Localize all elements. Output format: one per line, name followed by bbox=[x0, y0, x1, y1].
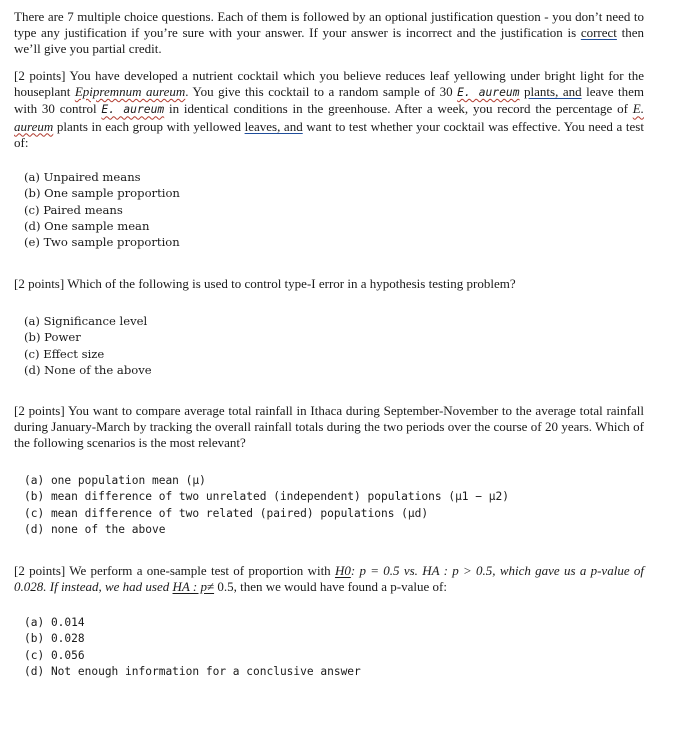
q3-option-d[interactable]: (d) none of the above bbox=[24, 522, 166, 536]
q1-option-e[interactable]: (e) Two sample proportion bbox=[24, 235, 180, 250]
q1-option-c[interactable]: (c) Paired means bbox=[24, 202, 123, 217]
q1-option-b[interactable]: (b) One sample proportion bbox=[24, 186, 180, 201]
q4-text-4: 0.5, then we would have found a p-value of: bbox=[214, 579, 447, 595]
q1-option-d[interactable]: (d) One sample mean bbox=[24, 218, 150, 233]
q1-species-abbr-2: E. aureum bbox=[101, 103, 165, 117]
question-4-options bbox=[24, 615, 361, 680]
q1-text-1: [2 points] You have developed a nutrient cocktail which you believe reduces leaf yellowing under bright light for the houseplant bbox=[14, 68, 644, 100]
q3-option-c[interactable]: (c) mean difference of two related (paired) populations (μd) bbox=[24, 506, 429, 520]
q3-option-b[interactable]: (b) mean difference of two unrelated (independent) populations (μ1 − μ2) bbox=[24, 490, 509, 504]
q1-text-2: . You give this cocktail to a random sample of 30 bbox=[185, 84, 458, 100]
q4-text-3: : p > 0.5, which gave us a p-value of 0.028. If instead, we had used bbox=[14, 563, 644, 595]
q3-option-a[interactable]: (a) one population mean (μ) bbox=[24, 474, 206, 487]
q1-plants-and: plants, and bbox=[524, 84, 582, 100]
q2-option-c[interactable]: (c) Effect size bbox=[24, 346, 105, 361]
question-4-text bbox=[14, 563, 644, 595]
q4-ha-alt: HA : p≠ bbox=[172, 579, 215, 595]
q1-leaves-and: leaves, and bbox=[244, 118, 303, 134]
intro-text-1: There are 7 multiple choice questions. Each of them is followed by an optional justification question - you don’t need to type any justification if you’re sure with your answer. If your answer is incorrect and the justification is bbox=[14, 9, 644, 41]
q1-species-abbr-3: E. aureum bbox=[14, 101, 644, 134]
question-3-options bbox=[24, 473, 509, 538]
q4-option-a[interactable]: (a) 0.014 bbox=[24, 616, 85, 629]
q4-ha: HA bbox=[422, 563, 440, 578]
q4-option-d[interactable]: (d) Not enough information for a conclusive answer bbox=[24, 664, 361, 678]
q4-text-1: [2 points] We perform a one-sample test of proportion with bbox=[14, 563, 335, 578]
q1-text-6: want to test whether your cocktail was effective. You need a test of: bbox=[14, 118, 644, 150]
q1-text-3: leave them with 30 control bbox=[14, 84, 645, 117]
q1-option-a[interactable]: (a) Unpaired means bbox=[24, 170, 141, 184]
intro-text-2: then we’ll give you partial credit. bbox=[14, 25, 644, 57]
q1-species-abbr-1: E. aureum bbox=[457, 86, 520, 100]
intro-correct-word: correct bbox=[580, 25, 617, 41]
intro-paragraph bbox=[14, 9, 644, 58]
q4-text-2: : p = 0.5 vs. bbox=[350, 563, 423, 578]
q4-option-c[interactable]: (c) 0.056 bbox=[24, 648, 85, 662]
q4-option-b[interactable]: (b) 0.028 bbox=[24, 632, 85, 646]
question-2-text: [2 points] Which of the following is used to control type-I error in a hypothesis testing problem? bbox=[14, 276, 516, 291]
question-2-options bbox=[24, 313, 152, 378]
q2-option-b[interactable]: (b) Power bbox=[24, 330, 81, 345]
question-3-text: [2 points] You want to compare average total rainfall in Ithaca during September-November to the average total rainfall during January-March by tracking the overall rainfall totals during the two periods over the course of 20 years. Which of the following scenarios is the most relevant? bbox=[14, 403, 644, 451]
question-1-options bbox=[24, 169, 180, 250]
q2-option-a[interactable]: (a) Significance level bbox=[24, 314, 148, 328]
q1-text-4: in identical conditions in the greenhouse. After a week, you record the percentage of bbox=[164, 101, 633, 117]
question-1-text bbox=[14, 68, 644, 151]
q2-option-d[interactable]: (d) None of the above bbox=[24, 362, 152, 377]
q1-text-5: plants in each group with yellowed bbox=[53, 118, 245, 134]
q1-species: Epipremnum aureum bbox=[74, 84, 186, 100]
q4-h0: H0 bbox=[334, 563, 351, 578]
